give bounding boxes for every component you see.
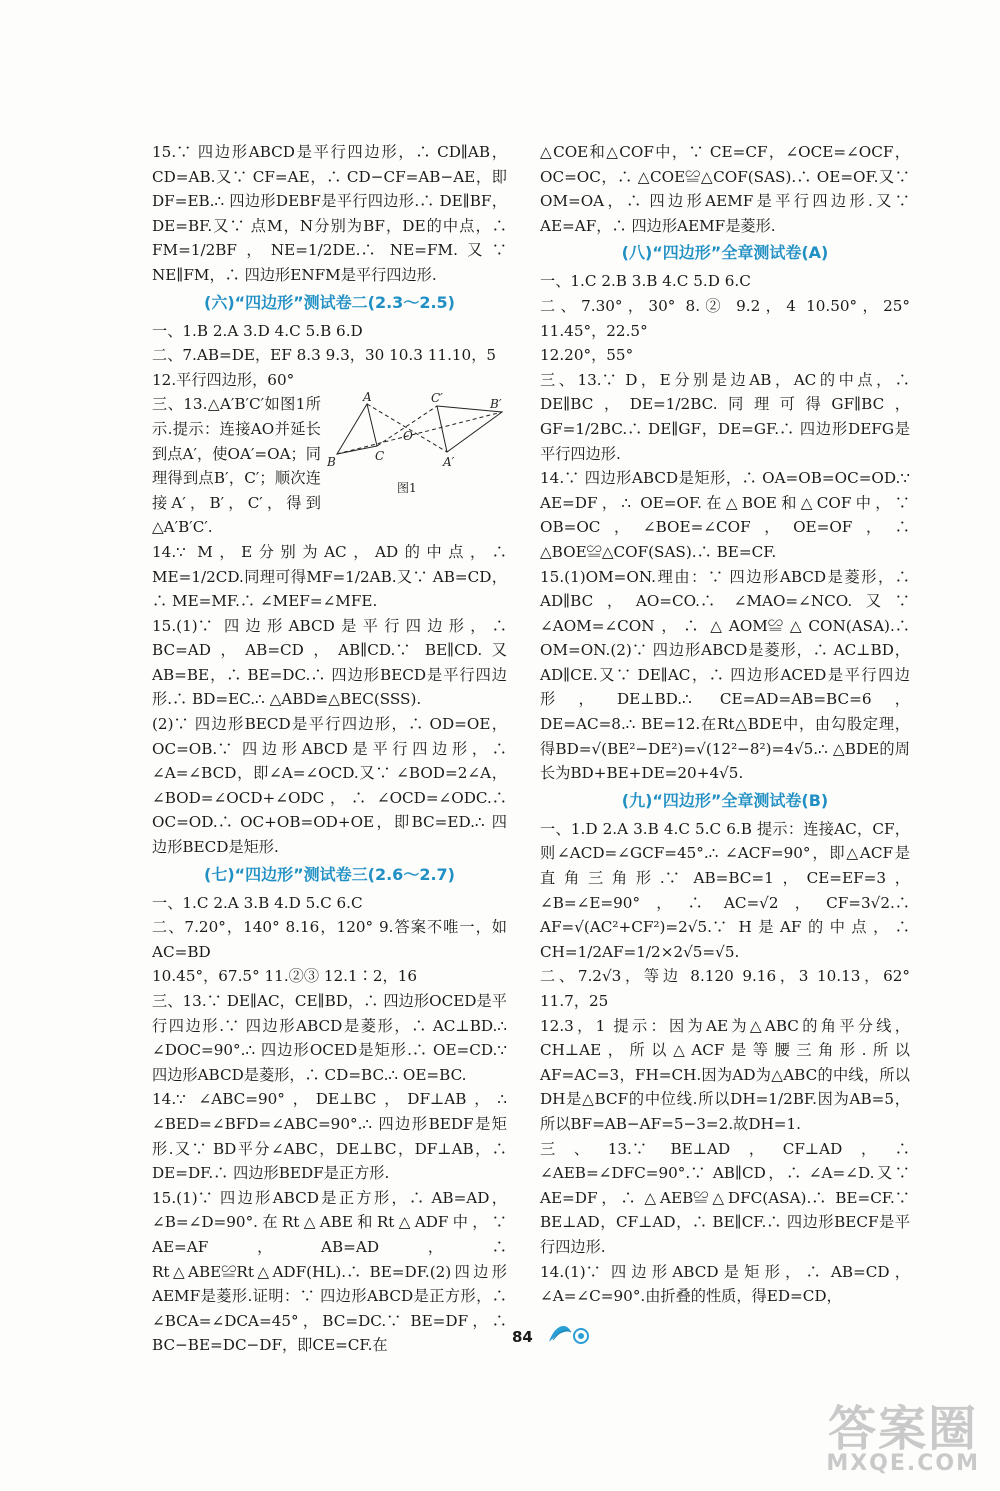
answer-13: 三、13.∵ D，E分别是边AB，AC的中点，∴ DE∥BC，DE=1/2BC.同理可得GF∥BC，GF=1/2BC.∴ DE∥GF，DE=GF.∴ 四边形DEFG是平行四边形. <box>540 370 910 463</box>
answer-13: 三、13.∵ DE∥AC，CE∥BD，∴ 四边形OCED是平行四边形.∵ 四边形ABCD是菱形，∴ AC⊥BD.∴ ∠DOC=90°.∴ 四边形OCED是矩形.∴ OE=CD.∵ 四边形ABCD是菱形，∴ CD=BC.∴ OE=BC. <box>152 992 507 1084</box>
answer-15-block: 15.∵ 四边形ABCD是平行四边形，∴ CD∥AB，CD=AB.又∵ CF=AE，∴ CD−CF=AB−AE，即DF=EB.∴ 四边形DEBF是平行四边形.∴ DE∥BF，DE=BF.又∵ 点M，N分别为BF，DE的中点，∴ FM=1/2BF，NE=1/2DE.∴ NE=FM.又∵ NE∥FM，∴ 四边形ENFM是平行四边形. <box>152 143 507 284</box>
answer-line: 10.45°，67.5° 11.②③ 12.1∶2，16 <box>152 967 418 986</box>
answer-15: 15.(1)OM=ON.理由：∵ 四边形ABCD是菱形，∴ AD∥BC，AO=CO.∴ ∠MAO=∠NCO.又∵ ∠AOM=∠CON，∴ △AOM≌△CON(ASA).∴ OM=ON.(2)∵ 四边形ABCD是菱形，∴ AC⊥BD，AD∥CE.又∵ DE∥AC，∴ 四边形ACED是平行四边形，DE⊥BD.∴ CE=AD=AB=BC=6，DE=AC=8.∴ BE=12.在Rt△BDE中，由勾股定理，得BD=√(BE²−DE²)=√(12²−8²)=4√5.∴ △BDE的周长为BD+BE+DE=20+4√5. <box>540 567 910 783</box>
answer-line: 一、1.C 2.A 3.B 4.D 5.C 6.C <box>152 893 363 912</box>
leaf-decoration-icon <box>545 1318 593 1346</box>
fig-label: C′ <box>431 392 443 406</box>
fig-label: A <box>363 392 372 405</box>
answer-15-part1: 15.(1)∵ 四边形ABCD是平行四边形，∴ BC=AD，AB=CD，AB∥CD.∵ BE∥CD.又AB=BE，∴ BE=DC.∴ 四边形BECD是平行四边形.∴ BD=EC.∴ △ABD≌△BEC(SSS). <box>152 616 507 709</box>
answer-14: 14.∵ 四边形ABCD是矩形，∴ OA=OB=OC=OD.∵ AE=DF，∴ OE=OF.在△BOE和△COF中，∵ OB=OC，∠BOE=∠COF，OE=OF，∴ △BOE≌△COF(SAS).∴ BE=CF. <box>540 469 910 561</box>
figure-block <box>152 392 507 540</box>
fig-label: C <box>375 449 385 464</box>
right-column <box>540 140 910 1309</box>
answer-line: 12.20°，55° <box>540 346 634 365</box>
answer-line: 12.平行四边形，60° <box>152 370 295 389</box>
fig-label: B <box>327 455 336 470</box>
answer-line: 二、7.AB=DE，EF 8.3 9.3，30 10.3 11.10，5 <box>152 346 497 365</box>
geometry-figure-1 <box>327 392 507 502</box>
watermark-url: MXQE.COM <box>826 1451 980 1476</box>
section-heading-7: (七)“四边形”测试卷三(2.6～2.7) <box>204 864 455 884</box>
section-heading-6: (六)“四边形”测试卷二(2.3～2.5) <box>204 292 455 312</box>
fig-label: A′ <box>443 455 455 470</box>
answer-line: 二、7.30°，30° 8.② 9.2，4 10.50°，25° 11.45°，22.5° <box>540 296 910 340</box>
fig-label: B′ <box>490 397 502 412</box>
answer-line: 二、7.2√3，等边 8.120 9.16，3 10.13，62° 11.7，25 <box>540 967 910 1010</box>
answer-14: 14.(1)∵ 四边形ABCD是矩形，∴ AB=CD，∠A=∠C=90°.由折叠的性质，得ED=CD， <box>540 1262 910 1306</box>
answer-15: 15.(1)∵ 四边形ABCD是正方形，∴ AB=AD，∠B=∠D=90°.在Rt△ABE和Rt△ADF中，∵ AE=AF，AB=AD，∴ Rt△ABE≌Rt△ADF(HL).∴ BE=DF.(2)四边形AEMF是菱形.证明：∵ 四边形ABCD是正方形，∴ ∠BCA=∠DCA=45°，BC=DC.∵ BE=DF，∴ BC−BE=DC−DF，即CE=CF.在 <box>152 1188 507 1355</box>
answer-14: 14.∵ M，E分别为AC，AD的中点，∴ ME=1/2CD.同理可得MF=1/2AB.又∵ AB=CD，∴ ME=MF.∴ ∠MEF=∠MFE. <box>152 542 507 611</box>
page-number: 84 <box>512 1328 533 1346</box>
answer-line: 一、1.D 2.A 3.B 4.C 5.C 6.B 提示：连接AC，CF，则∠ACD=∠GCF=45°.∴ ∠ACF=90°，即△ACF是直角三角形.∵ AB=BC=1，CE=EF=3，∠B=∠E=90°，∴ AC=√2，CF=3√2.∴ AF=√(AC²+CF²)=2√5.∵ H是AF的中点，∴ CH=1/2AF=1/2×2√5=√5. <box>540 819 910 961</box>
answer-line: 二、7.20°，140° 8.16，120° 9.答案不唯一，如AC=BD <box>152 918 507 961</box>
figure-caption: 图1 <box>397 481 417 496</box>
fig-label: O <box>403 429 413 444</box>
answer-line: 一、1.B 2.A 3.D 4.C 5.B 6.D <box>152 321 363 340</box>
left-column <box>152 140 507 1358</box>
answer-13: 三、13.∵ BE⊥AD，CF⊥AD，∴ ∠AEB=∠DFC=90°.∵ AB∥CD，∴ ∠A=∠D.又∵ AE=DF，∴ △AEB≌△DFC(ASA).∴ BE=CF.∵ BE⊥AD，CF⊥AD，∴ BE∥CF.∴ 四边形BECF是平行四边形. <box>540 1139 910 1256</box>
answer-15-continued: △COE和△COF中，∵ CE=CF，∠OCE=∠OCF，OC=OC，∴ △COE≌△COF(SAS).∴ OE=OF.又∵ OM=OA，∴ 四边形AEMF是平行四边形.又∵ AE=AF，∴ 四边形AEMF是菱形. <box>540 143 910 235</box>
answer-14: 14.∵ ∠ABC=90°，DE⊥BC，DF⊥AB，∴ ∠BED=∠BFD=∠ABC=90°.∴ 四边形BEDF是矩形.又∵ BD平分∠ABC，DE⊥BC，DF⊥AB，∴ DE=DF.∴ 四边形BEDF是正方形. <box>152 1090 507 1183</box>
watermark-title: 答案圈 <box>828 1401 979 1457</box>
answer-13-text: 三、13.△A′B′C′如图1所示.提示：连接AO并延长到点A′，使OA′=OA；同理得到点B′，C′；顺次连接A′，B′，C′，得到△A′B′C′. <box>152 395 321 537</box>
section-heading-9: (九)“四边形”全章测试卷(B) <box>621 790 829 810</box>
answer-15-part2: (2)∵ 四边形BECD是平行四边形，∴ OD=OE，OC=OB.∵ 四边形ABCD是平行四边形，∴ ∠A=∠BCD，即∠A=∠OCD.又∵ ∠BOD=2∠A，∠BOD=∠OCD+∠ODC，∴ ∠OCD=∠ODC.∴ OC=OD.∴ OC+OB=OD+OE，即BC=ED.∴ 四边形BECD是矩形. <box>152 715 507 857</box>
watermark <box>826 1401 980 1476</box>
answer-line: 一、1.C 2.B 3.B 4.C 5.D 6.C <box>540 272 751 291</box>
section-heading-8: (八)“四边形”全章测试卷(A) <box>621 243 829 263</box>
answer-12: 12.3，1 提示：因为AE为△ABC的角平分线，CH⊥AE，所以△ACF是等腰三角形.所以AF=AC=3，FH=CH.因为AD为△ABC的中线，所以DH是△BCF的中位线.所以DH=1/2BF.因为AB=5，所以BF=AB−AF=5−3=2.故DH=1. <box>540 1016 910 1133</box>
